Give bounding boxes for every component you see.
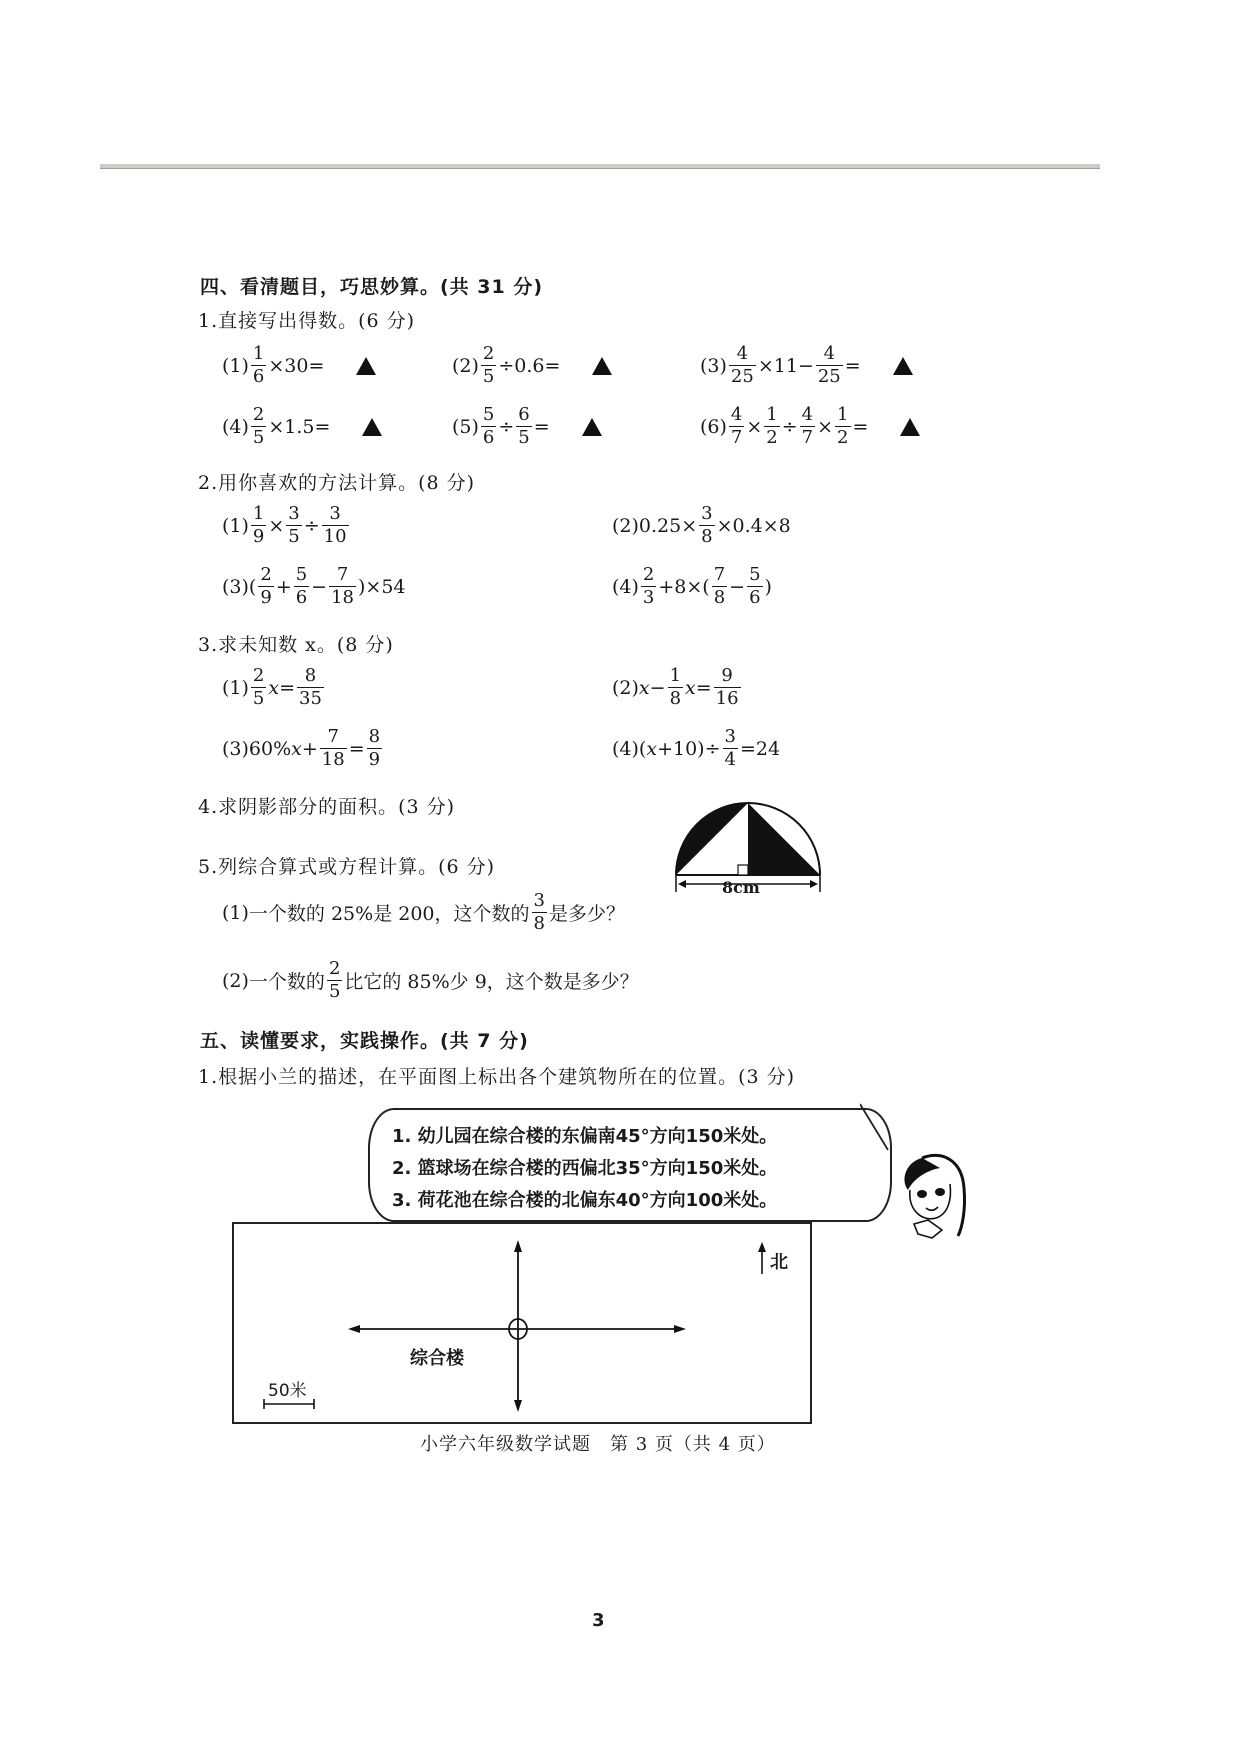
bubble-line-2: 2. 篮球场在综合楼的西偏北35°方向150米处。 <box>392 1158 778 1179</box>
q5-item-2: (2) 一个数的 $\frac{2}{5}$ 比它的 85%少 9，这个数是多少？ <box>222 958 639 1002</box>
scale-label: 50米 <box>268 1381 307 1401</box>
diameter-label: 8cm <box>722 878 760 897</box>
triangle-icon <box>893 357 913 375</box>
fraction: $\frac{4}{25}$ <box>730 343 754 387</box>
q5-item-1: (1) 一个数的 25%是 200，这个数的 $\frac{3}{8}$ 是多少？ <box>222 890 625 934</box>
center-building-label: 综合楼 <box>410 1348 464 1369</box>
q1-item-4: (4) $\frac{2}{5}$ ×1.5= <box>222 406 382 447</box>
compass-axes <box>234 1224 810 1422</box>
q1-item-2: (2) $\frac{2}{5}$ ÷0.6= <box>452 345 612 386</box>
page-number: 3 <box>592 1610 605 1631</box>
girl-avatar <box>892 1150 972 1240</box>
fraction: $\frac{4}{7}$ <box>730 404 743 448</box>
s5-q1-title: 1.根据小兰的描述，在平面图上标出各个建筑物所在的位置。(3 分) <box>198 1066 796 1088</box>
section-5-title: 五、读懂要求，实践操作。(共 7 分) <box>200 1030 529 1052</box>
fraction: $\frac{1}{2}$ <box>837 404 849 448</box>
fraction: $\frac{1}{2}$ <box>766 404 778 448</box>
triangle-icon <box>900 418 920 436</box>
q4-title: 4.求阴影部分的面积。(3 分) <box>198 796 456 818</box>
bubble-line-3: 3. 荷花池在综合楼的北偏东40°方向100米处。 <box>392 1190 778 1211</box>
q3-item-1: (1) $\frac{2}{5}$ x = $\frac{8}{35}$ <box>222 665 322 709</box>
fraction: $\frac{4}{7}$ <box>801 404 814 448</box>
section-4-title: 四、看清题目，巧思妙算。(共 31 分) <box>200 276 544 298</box>
q5-title: 5.列综合算式或方程计算。(6 分) <box>198 856 496 878</box>
triangle-icon <box>356 357 376 375</box>
q3-item-3: (3) 60% x + $\frac{7}{18}$ = $\frac{8}{9}$ <box>222 726 381 770</box>
page-footer: 小学六年级数学试题 第 3 页（共 4 页） <box>420 1434 776 1455</box>
q1-item-1: (1) $\frac{1}{6}$ ×30= <box>222 345 376 386</box>
fraction: $\frac{1}{6}$ <box>252 343 265 387</box>
q3-item-2: (2) x − $\frac{1}{8}$ x = $\frac{9}{16}$ <box>612 665 739 709</box>
q3-title: 3.求未知数 x。(8 分) <box>198 634 394 656</box>
q1-item-5: (5) $\frac{5}{6}$ ÷ $\frac{6}{5}$ = <box>452 406 602 447</box>
fraction: $\frac{5}{6}$ <box>482 404 495 448</box>
north-label: 北 <box>770 1252 788 1273</box>
triangle-icon <box>592 357 612 375</box>
triangle-icon <box>362 418 382 436</box>
q2-item-4: (4) $\frac{2}{3}$ +8×( $\frac{7}{8}$ − $\frac{5}{6}$ ) <box>612 564 772 608</box>
fraction: $\frac{6}{5}$ <box>518 404 530 448</box>
q2-item-1: (1) $\frac{1}{9}$ × $\frac{3}{5}$ ÷ $\frac{3}{10}$ <box>222 503 347 547</box>
triangle-icon <box>582 418 602 436</box>
footer-rule <box>232 1420 812 1421</box>
map-plan <box>232 1222 812 1424</box>
q2-item-2: (2) 0.25× $\frac{3}{8}$ ×0.4×8 <box>612 503 791 547</box>
fraction: $\frac{2}{5}$ <box>482 343 495 387</box>
header-rule <box>100 164 1100 169</box>
q1-title: 1.直接写出得数。(6 分) <box>198 310 416 332</box>
bubble-line-1: 1. 幼儿园在综合楼的东偏南45°方向150米处。 <box>392 1126 778 1147</box>
q3-item-4: (4) ( x +10)÷ $\frac{3}{4}$ =24 <box>612 726 781 770</box>
fraction: $\frac{2}{5}$ <box>252 404 265 448</box>
q2-title: 2.用你喜欢的方法计算。(8 分) <box>198 472 476 494</box>
q1-item-6: (6) $\frac{4}{7}$ × $\frac{1}{2}$ ÷ $\frac{4}{7}$ × $\frac{1}{2}$ = <box>700 406 920 447</box>
q1-item-3: (3) $\frac{4}{25}$ ×11− $\frac{4}{25}$ = <box>700 345 913 386</box>
q2-item-3: (3) ( $\frac{2}{9}$ + $\frac{5}{6}$ − $\frac{7}{18}$ )×54 <box>222 564 406 608</box>
fraction: $\frac{4}{25}$ <box>817 343 841 387</box>
speech-bubble <box>368 1108 892 1222</box>
